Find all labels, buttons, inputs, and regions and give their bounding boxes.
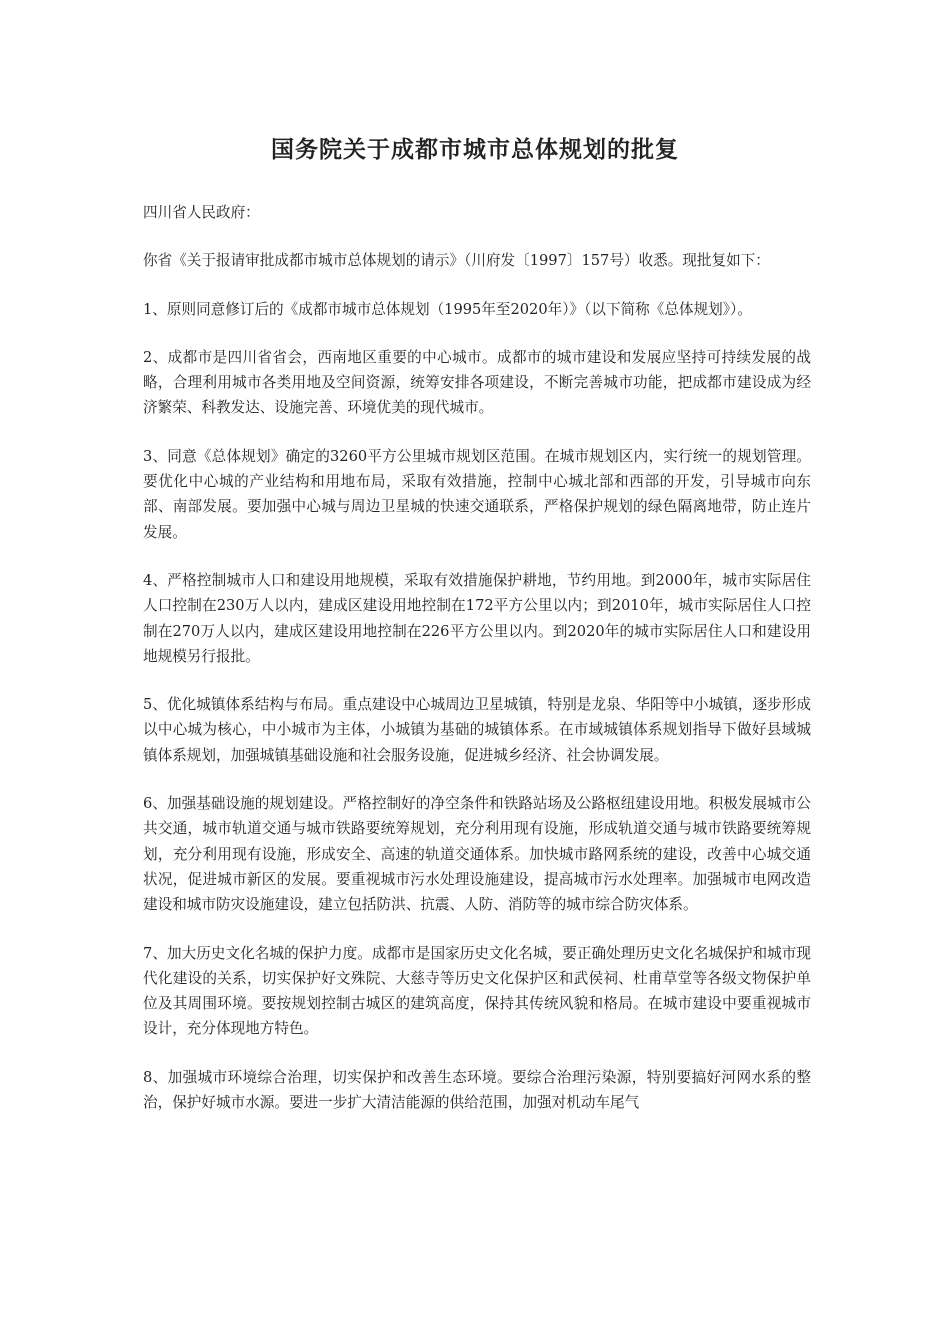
intro-paragraph: 你省《关于报请审批成都市城市总体规划的请示》（川府发〔1997〕157号）收悉。现批复如下： [143, 252, 770, 270]
document-body [143, 200, 811, 1138]
salutation: 四川省人民政府： [143, 204, 260, 221]
paragraph-7: 7、加大历史文化名城的保护力度。成都市是国家历史文化名城，要正确处理历史文化名城保护和城市现代化建设的关系，切实保护好文殊院、大慈寺等历史文化保护区和武侯祠、杜甫草堂等各级文物保护单位及其周围环境。要按规划控制古城区的建筑高度，保持其传统风貌和格局。在城市建设中要重视城市设计，充分体现地方特色。 [143, 944, 811, 1038]
paragraph-1: 1、原则同意修订后的《成都市城市总体规划（1995年至2020年）》（以下简称《总体规划》）。 [143, 300, 752, 318]
paragraph-4: 4、严格控制城市人口和建设用地规模，采取有效措施保护耕地，节约用地。到2000年，城市实际居住人口控制在230万人以内，建成区建设用地控制在172平方公里以内；到2010年，城市实际居住人口控制在270万人以内，建成区建设用地控制在226平方公里以内。到2020年的城市实际居住人口和建设用地规模另行报批。 [143, 571, 811, 665]
paragraph-6: 6、加强基础设施的规划建设。严格控制好的净空条件和铁路站场及公路枢纽建设用地。积极发展城市公共交通，城市轨道交通与城市铁路要统筹规划，充分利用现有设施，形成轨道交通与城市铁路要统筹规划，充分利用现有设施，形成安全、高速的轨道交通体系。加快城市路网系统的建设，改善中心城交通状况，促进城市新区的发展。要重视城市污水处理设施建设，提高城市污水处理率。加强城市电网改造建设和城市防灾设施建设，建立包括防洪、抗震、人防、消防等的城市综合防灾体系。 [143, 795, 811, 914]
document-title: 国务院关于成都市城市总体规划的批复 [271, 136, 679, 163]
paragraph-8: 8、加强城市环境综合治理，切实保护和改善生态环境。要综合治理污染源，特别要搞好河网水系的整治，保护好城市水源。要进一步扩大清洁能源的供给范围，加强对机动车尾气 [143, 1068, 811, 1112]
paragraph-2: 2、成都市是四川省省会，西南地区重要的中心城市。成都市的城市建设和发展应坚持可持续发展的战略，合理利用城市各类用地及空间资源，统筹安排各项建设，不断完善城市功能，把成都市建设成为经济繁荣、科教发达、设施完善、环境优美的现代城市。 [143, 348, 811, 417]
paragraph-3: 3、同意《总体规划》确定的3260平方公里城市规划区范围。在城市规划区内，实行统一的规划管理。要优化中心城的产业结构和用地布局，采取有效措施，控制中心城北部和西部的开发，引导城市向东部、南部发展。要加强中心城与周边卫星城的快速交通联系，严格保护规划的绿色隔离地带，防止连片发展。 [143, 447, 811, 541]
paragraph-5: 5、优化城镇体系结构与布局。重点建设中心城周边卫星城镇，特别是龙泉、华阳等中小城镇，逐步形成以中心城为核心，中小城市为主体，小城镇为基础的城镇体系。在市域城镇体系规划指导下做好县域城镇体系规划，加强城镇基础设施和社会服务设施，促进城乡经济、社会协调发展。 [143, 696, 811, 764]
